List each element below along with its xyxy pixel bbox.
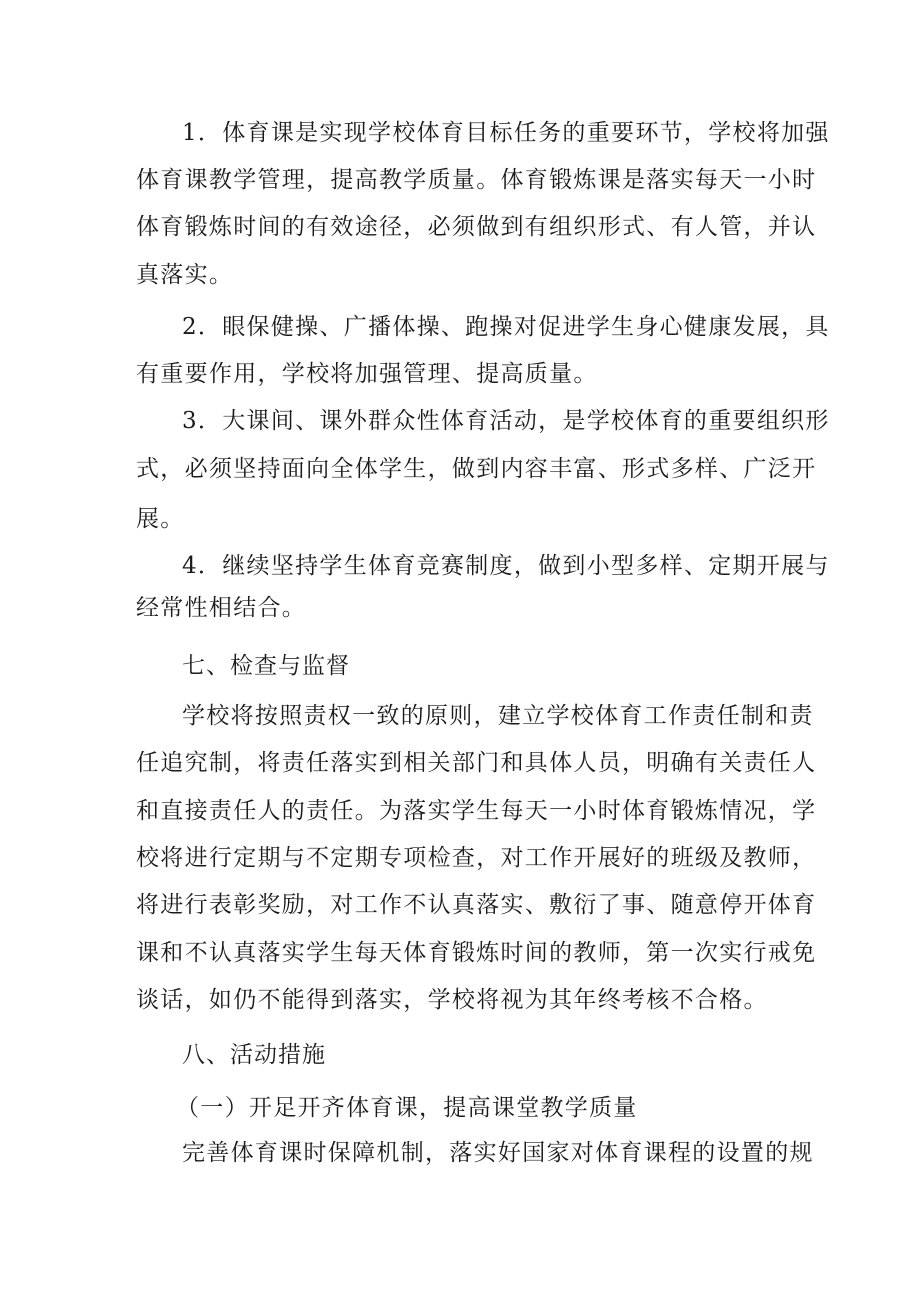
section-8-line-1: 完善体育课时保障机制，落实好国家对体育课程的设置的规 [182,1140,814,1166]
section-7-line-2: 任追究制，将责任落实到相关部门和具体人员，明确有关责任人 [136,750,817,776]
item-1-line-4: 真落实。 [136,262,234,288]
section-8-heading: 八、活动措施 [182,1042,326,1068]
item-4-line-2: 经常性相结合。 [136,595,307,621]
item-3-line-3: 展。 [136,506,185,532]
item-3-line-1: 3．大课间、课外群众性体育活动，是学校体育的重要组织形 [182,408,830,434]
section-7-line-3: 和直接责任人的责任。为落实学生每天一小时体育锻炼情况，学 [136,798,817,824]
section-7-line-4: 校将进行定期与不定期专项检查，对工作开展好的班级及教师， [136,845,817,871]
item-3-line-2: 式，必须坚持面向全体学生，做到内容丰富、形式多样、广泛开 [136,456,817,482]
section-7-heading: 七、检查与监督 [182,653,350,679]
section-8-subheading: （一）开足开齐体育课，提高课堂教学质量 [176,1095,638,1121]
section-7-line-5: 将进行表彰奖励，对工作不认真落实、敷衍了事、随意停开体育 [136,892,817,918]
item-2-line-1: 2．眼保健操、广播体操、跑操对促进学生身心健康发展，具 [182,314,830,340]
item-1-line-1: 1．体育课是实现学校体育目标任务的重要环节，学校将加强 [182,120,830,146]
item-1-line-3: 体育锻炼时间的有效途径，必须做到有组织形式、有人管，并认 [136,214,817,240]
item-1-line-2: 体育课教学管理，提高教学质量。体育锻炼课是落实每天一小时 [136,167,817,193]
section-7-line-7: 谈话，如仍不能得到落实，学校将视为其年终考核不合格。 [136,987,768,1013]
item-4-line-1: 4．继续坚持学生体育竞赛制度，做到小型多样、定期开展与 [182,553,830,579]
item-2-line-2: 有重要作用，学校将加强管理、提高质量。 [136,361,598,387]
section-7-line-6: 课和不认真落实学生每天体育锻炼时间的教师，第一次实行戒免 [136,940,817,966]
section-7-line-1: 学校将按照责权一致的原则，建立学校体育工作责任制和责 [182,703,814,729]
